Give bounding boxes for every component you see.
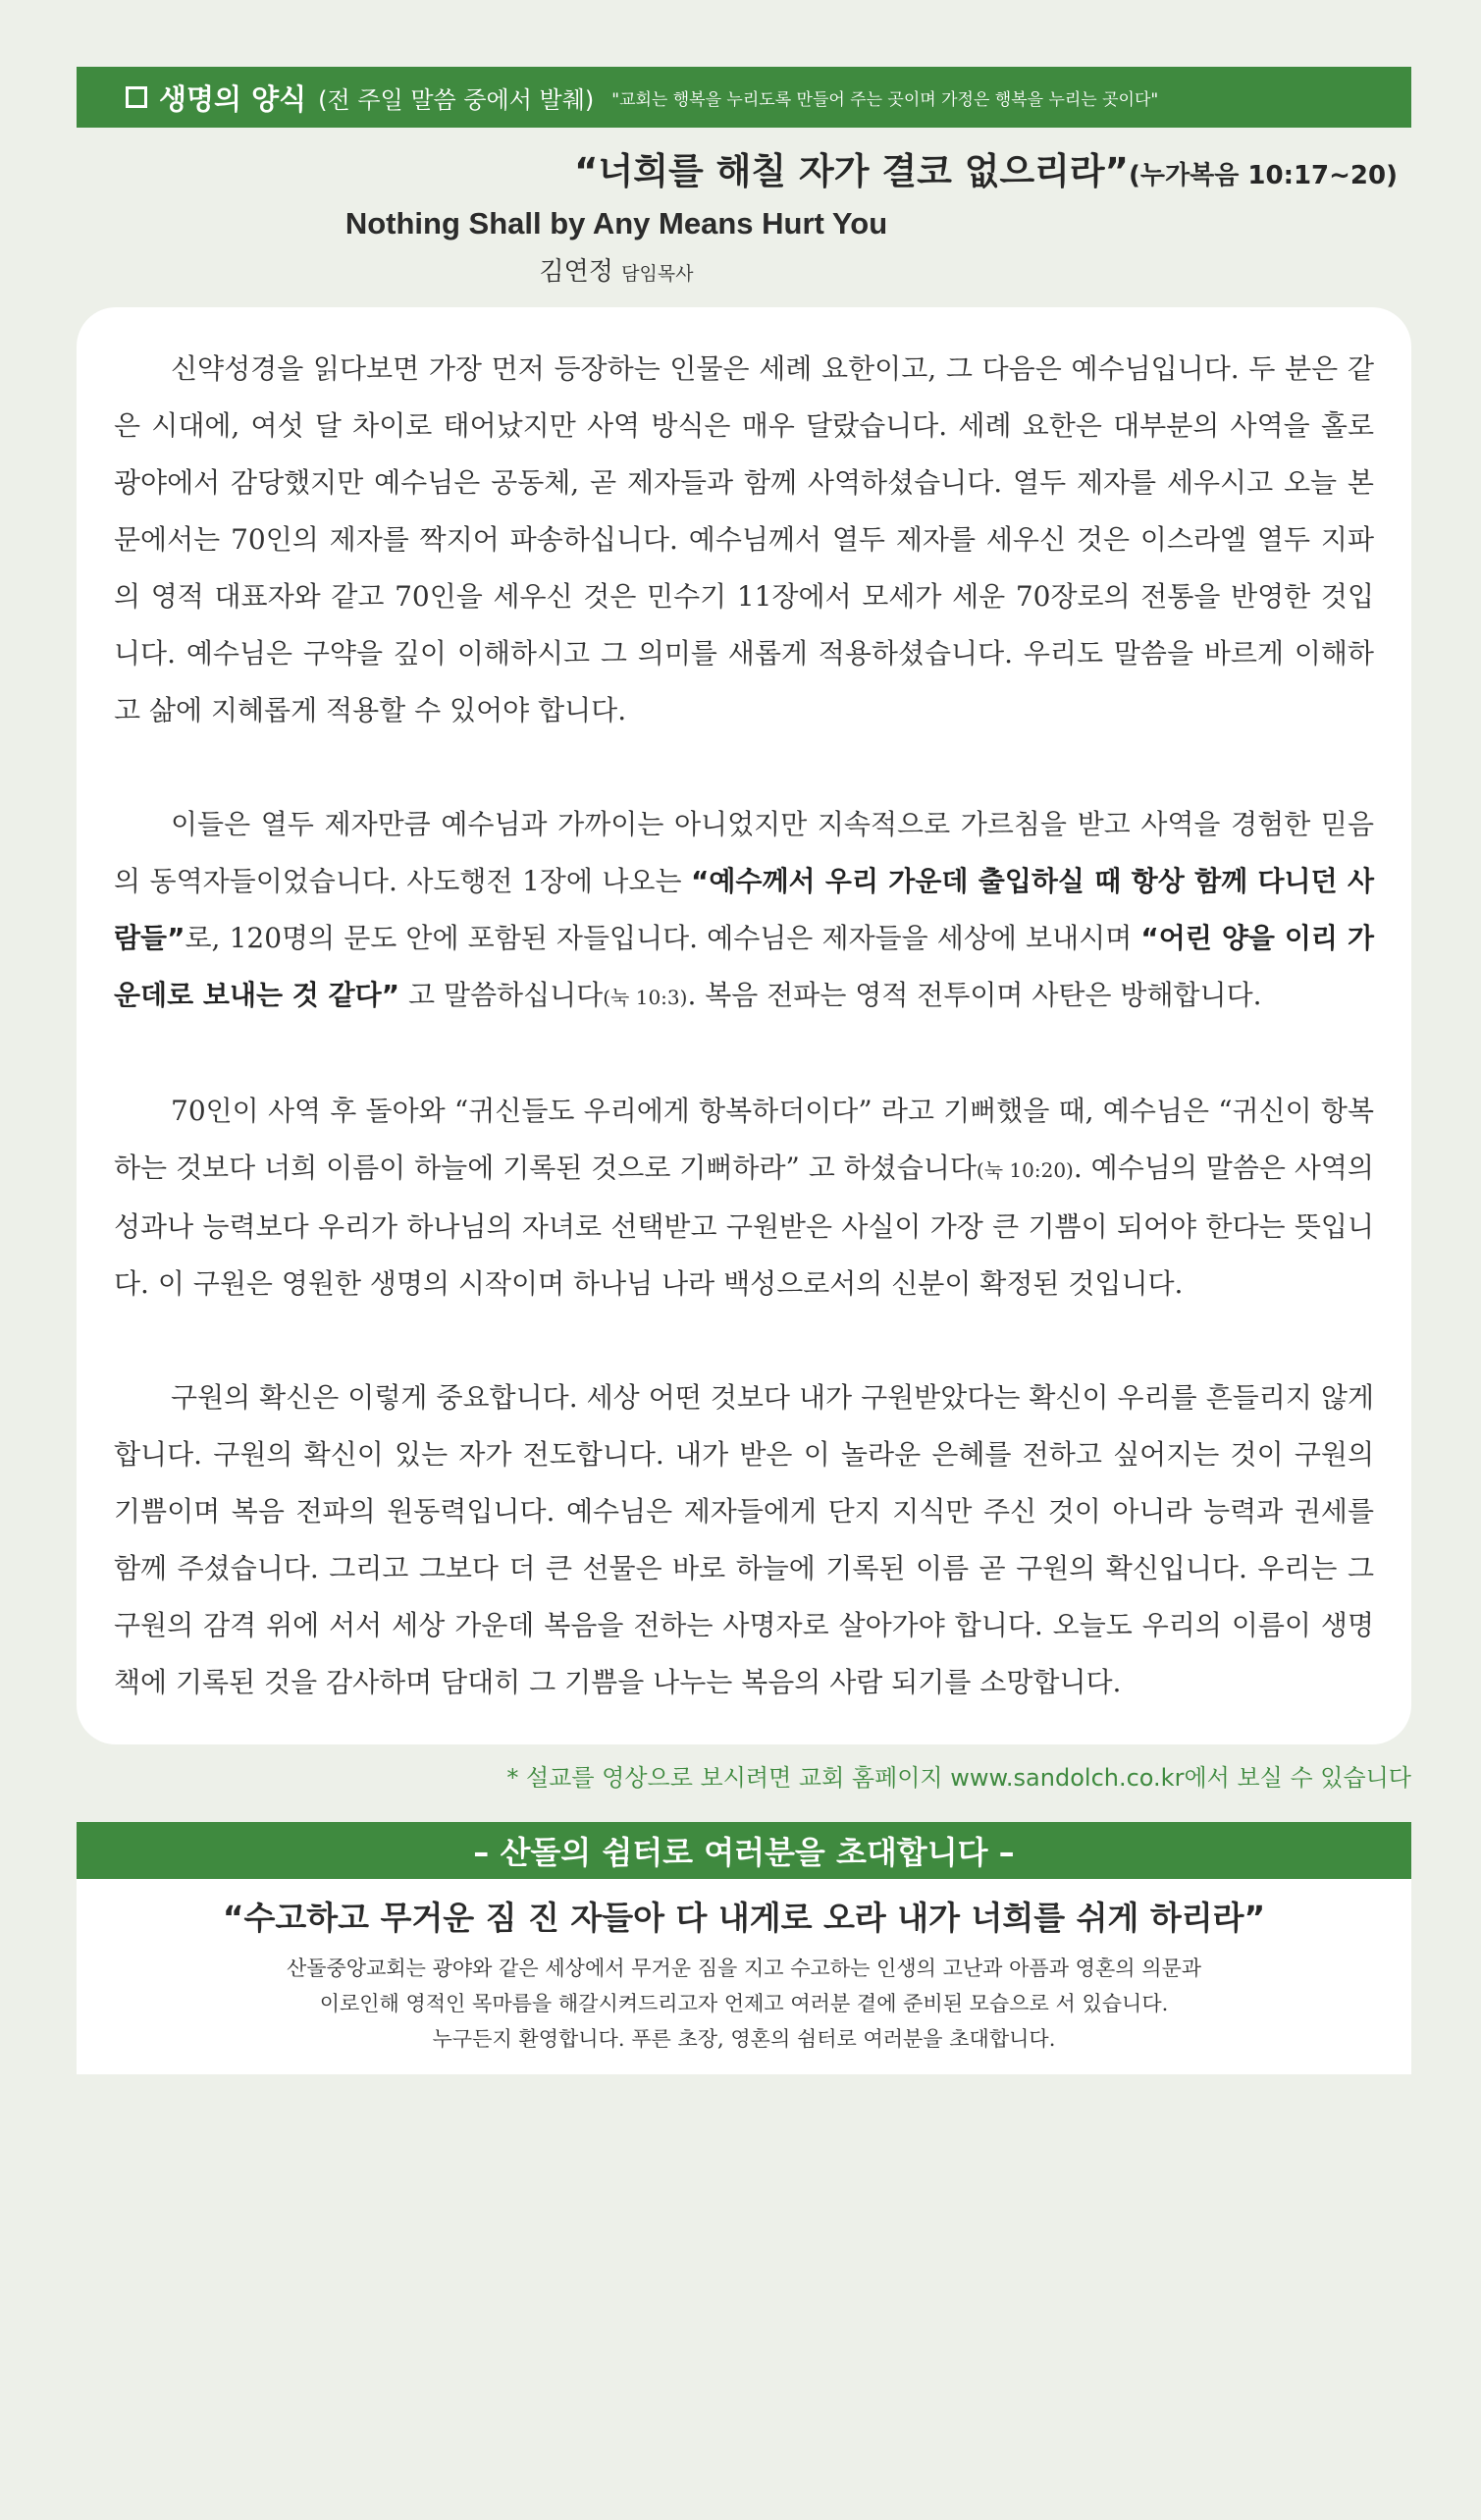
preacher-line xyxy=(77,251,1156,288)
p2-emphasis-2: “어린 양을 이리 가운데로 보내는 것 같다” xyxy=(114,922,1374,1011)
bulletin-page xyxy=(77,67,1411,2074)
sermon-paragraph-4: 구원의 확신은 이렇게 중요합니다. 세상 어떤 것보다 내가 구원받았다는 확신이 우리를 흔들리지 않게 합니다. 구원의 확신이 있는 자가 전도합니다. 내가 받은 이 놀라운 은혜를 전하고 싶어지는 것이 구원의 기쁨이며 복음 전파의 원동력입니다. 예수님은 제자들에게 단지 지식만 주신 것이 아니라 능력과 권세를 함께 주셨습니다. 그리고 그보다 더 큰 선물은 바로 하늘에 기록된 이름 곧 구원의 확신입니다. 우리는 그 구원의 감격 위에 서서 세상 가운데 복음을 전하는 사명자로 살아가야 합니다. 오늘도 우리의 이름이 생명책에 기록된 것을 감사하며 담대히 그 기쁨을 나누는 복음의 사람 되기를 소망합니다. xyxy=(114,1381,1374,1698)
p2-text-b: 로, 120명의 문도 안에 포함된 자들입니다. 예수님은 제자들을 세상에 보내시며 xyxy=(185,922,1141,954)
section-note: (전 주일 말씀 중에서 발췌) xyxy=(318,85,595,114)
p2-text-d: . 복음 전파는 영적 전투이며 사탄은 방해합니다. xyxy=(687,979,1262,1011)
p2-text-a: 이들은 열두 제자만큼 예수님과 가까이는 아니었지만 지속적으로 가르침을 받고 사역을 경험한 믿음의 동역자들이었습니다. 사도행전 1장에 나오는 xyxy=(114,808,1374,897)
sermon-paragraph-1: 신약성경을 읽다보면 가장 먼저 등장하는 인물은 세례 요한이고, 그 다음은 예수님입니다. 두 분은 같은 시대에, 여섯 달 차이로 태어났지만 사역 방식은 매우 달랐습니다. 세례 요한은 대부분의 사역을 홀로 광야에서 감당했지만 예수님은 공동체, 곧 제자들과 함께 사역하셨습니다. 열두 제자를 세우시고 오늘 본문에서는 70인의 제자를 짝지어 파송하십니다. 예수님께서 열두 제자를 세우신 것은 이스라엘 열두 지파의 영적 대표자와 같고 70인을 세우신 것은 민수기 11장에서 모세가 세운 70장로의 전통을 반영한 것입니다. 예수님은 구약을 깊이 이해하시고 그 의미를 새롭게 적용하셨습니다. 우리도 말씀을 바르게 이해하고 삶에 지혜롭게 적용할 수 있어야 합니다. xyxy=(114,352,1374,726)
sermon-title xyxy=(77,141,1411,194)
invite-quote: “수고하고 무거운 짐 진 자들아 다 내게로 오라 내가 너희를 쉬게 하리라” xyxy=(222,1899,1266,1937)
sermon-title-text: “너희를 해칠 자가 결코 없으리라” xyxy=(574,150,1129,192)
video-notice: * 설교를 영상으로 보시려면 교회 홈페이지 www.sandolch.co.kr에서 보실 수 있습니다 xyxy=(506,1764,1411,1792)
section-banner xyxy=(77,67,1411,128)
scripture-reference: (누가복음 10:17∼20) xyxy=(1128,161,1398,190)
p3-citation: (눅 10:20) xyxy=(976,1158,1074,1182)
preacher-role: 담임목사 xyxy=(621,263,694,285)
church-motto: "교회는 행복을 누리도록 만들어 주는 곳이며 가정은 행복을 누리는 곳이다" xyxy=(611,89,1159,110)
p3-text-a: 70인이 사역 후 돌아와 “귀신들도 우리에게 항복하더이다” 라고 기뻐했을 때, 예수님은 “귀신이 항복하는 것보다 너희 이름이 하늘에 기록된 것으로 기뻐하라” 고 하셨습니다 xyxy=(114,1095,1374,1184)
sermon-paragraph-3 xyxy=(114,1083,1374,1313)
sermon-title-english: Nothing Shall by Any Means Hurt You xyxy=(344,206,888,241)
sermon-body xyxy=(77,307,1411,1744)
preacher-name: 김연정 xyxy=(539,257,613,287)
p2-emphasis-1: “예수께서 우리 가운데 출입하실 때 항상 함께 다니던 사람들” xyxy=(114,865,1374,954)
checkbox-square-icon xyxy=(126,86,147,108)
section-name: 생명의 양식 xyxy=(159,81,307,116)
invite-section xyxy=(77,1879,1411,2074)
invite-description xyxy=(86,1951,1402,2057)
p2-text-c: 고 말씀하십니다 xyxy=(399,979,604,1011)
invite-banner: – 산돌의 쉼터로 여러분을 초대합니다 – xyxy=(77,1822,1411,1879)
sermon-paragraph-2 xyxy=(114,796,1374,1026)
invite-line-1: 산돌중앙교회는 광야와 같은 세상에서 무거운 짐을 지고 수고하는 인생의 고난과 아픔과 영혼의 의문과 xyxy=(286,1957,1202,1980)
p3-text-b: . 예수님의 말씀은 사역의 성과나 능력보다 우리가 하나님의 자녀로 선택받고 구원받은 사실이 가장 큰 기쁨이 되어야 한다는 뜻입니다. 이 구원은 영원한 생명의 시작이며 하나님 나라 백성으로서의 신분이 확정된 것입니다. xyxy=(114,1152,1374,1300)
p2-citation: (눅 10:3) xyxy=(603,986,688,1009)
invite-line-2: 이로인해 영적인 목마름을 해갈시켜드리고자 언제고 여러분 곁에 준비된 모습으로 서 있습니다. xyxy=(319,1992,1169,2015)
invite-line-3: 누구든지 환영합니다. 푸른 초장, 영혼의 쉼터로 여러분을 초대합니다. xyxy=(432,2027,1056,2051)
